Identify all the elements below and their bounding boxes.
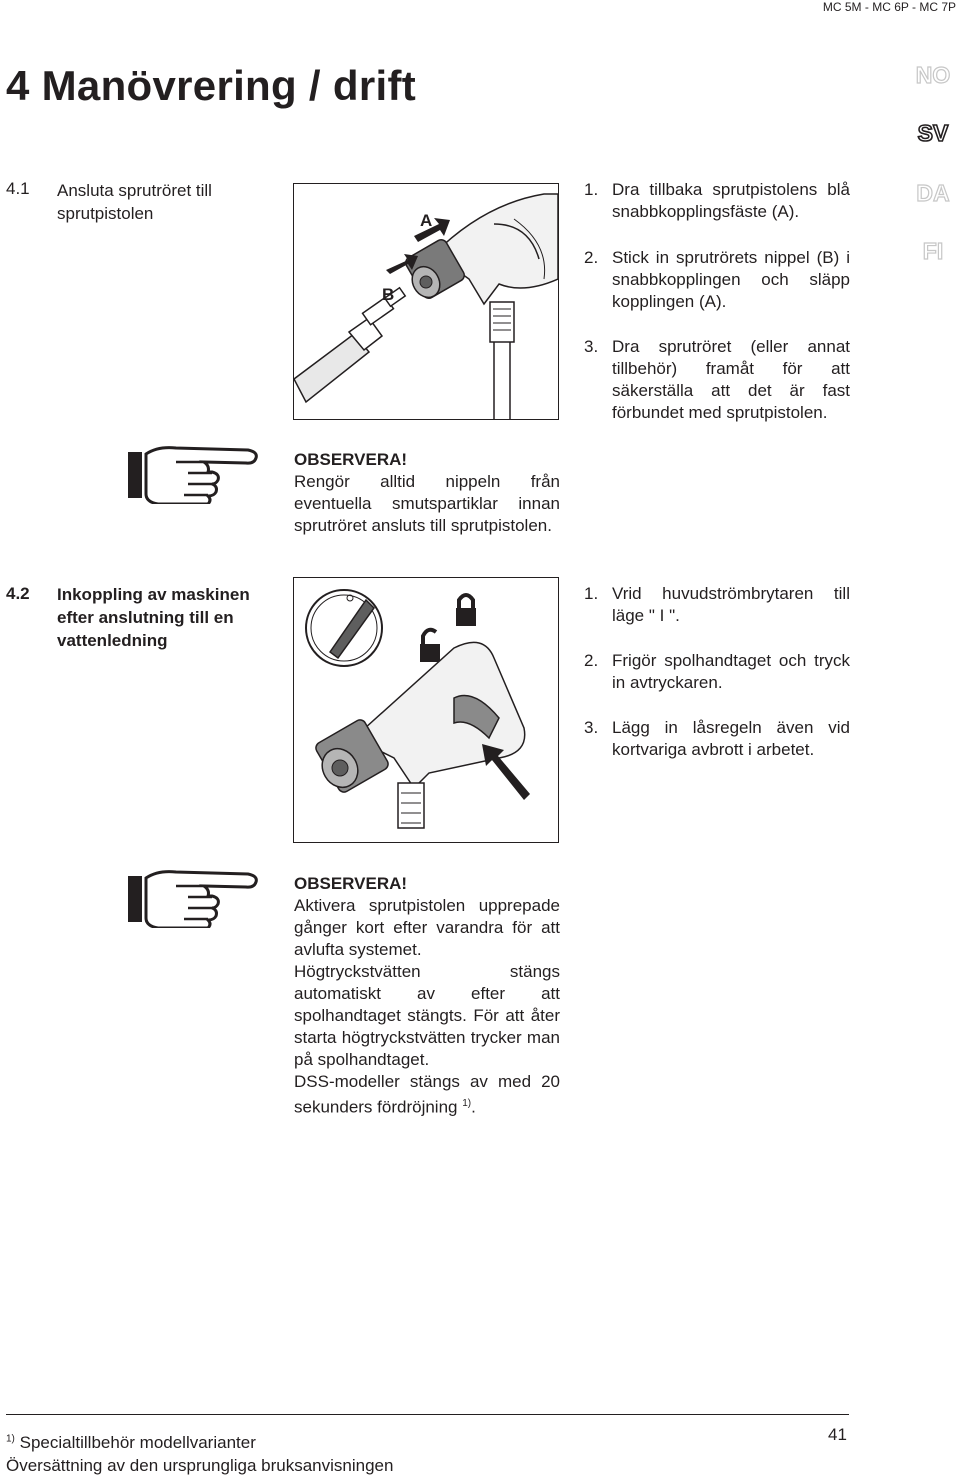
note-text: Rengör alltid nippeln från eventuella smutspartiklar innan sprutröret ansluts till sprutpistolen. xyxy=(294,472,560,535)
pointing-hand-icon xyxy=(128,866,260,928)
model-header: MC 5M - MC 6P - MC 7P xyxy=(822,0,956,14)
note-heading: OBSERVERA! xyxy=(294,450,408,469)
figure-label-a: A xyxy=(420,211,433,230)
footnote-marker: 1) xyxy=(6,1433,15,1445)
section-title-line: Ansluta sprutröret till xyxy=(57,181,212,200)
translation-note: Översättning av den ursprungliga bruksanvisningen xyxy=(6,1456,394,1475)
step-text: Dra sprutröret (eller annat tillbehör) framåt för att säkerställa att det är fast förbundet med sprutpistolen. xyxy=(612,337,850,422)
section-title-line: Inkoppling av maskinen xyxy=(57,585,250,604)
section-title-line: efter anslutning till en xyxy=(57,608,234,627)
step-number: 1. xyxy=(584,180,599,199)
step-number: 3. xyxy=(584,337,599,356)
section-title-line: sprutpistolen xyxy=(57,204,154,223)
language-tab-fi: FI xyxy=(922,238,944,264)
pointing-hand-icon xyxy=(128,442,260,504)
figure-label-b: B xyxy=(382,285,395,304)
step-text: Frigör spolhandtaget och tryck in avtryckaren. xyxy=(612,651,850,692)
note-text-end: . xyxy=(471,1097,476,1117)
language-tab-no: NO xyxy=(915,62,951,88)
step-text: Lägg in låsregeln även vid kortvariga avbrott i arbetet. xyxy=(612,718,850,759)
step-item xyxy=(584,336,850,424)
note-text: Högtryckstvätten stängs automatiskt av efter att spolhandtaget stängts. För att åter starta högtryckstvätten trycker man på spolhandtaget. xyxy=(294,962,560,1069)
footnote xyxy=(6,1433,256,1453)
step-item xyxy=(584,717,850,761)
chapter-title: 4 Manövrering / drift xyxy=(6,62,417,109)
page-number: 41 xyxy=(828,1425,847,1444)
gun-trigger-illustration xyxy=(294,578,558,842)
step-text: Stick in sprutrörets nippel (B) i snabbkopplingen och släpp kopplingen (A). xyxy=(612,248,850,311)
footnote-ref: 1) xyxy=(462,1098,472,1109)
footnote-text: Specialtillbehör modellvarianter xyxy=(19,1433,256,1452)
step-number: 3. xyxy=(584,718,599,737)
note-box xyxy=(294,873,560,1119)
step-item xyxy=(584,247,850,313)
step-number: 2. xyxy=(584,248,599,267)
step-number: 1. xyxy=(584,584,599,603)
section-number-4-1: 4.1 xyxy=(6,179,30,198)
section-title-4-1 xyxy=(57,179,212,225)
section-title-4-2 xyxy=(57,583,250,652)
section-title-line: vattenledning xyxy=(57,631,168,650)
language-tab-sv: SV xyxy=(917,120,949,146)
step-text: Vrid huvudströmbrytaren till läge " I ". xyxy=(612,584,850,625)
step-item xyxy=(584,583,850,627)
footer-divider xyxy=(6,1414,849,1415)
note-text-dss: DSS-modeller stängs av med 20 sekunders fördröjning xyxy=(294,1072,560,1117)
note-box xyxy=(294,449,560,537)
note-heading: OBSERVERA! xyxy=(294,874,408,893)
note-text: Aktivera sprutpistolen upprepade gånger kort efter varandra för att avlufta systemet. xyxy=(294,896,560,959)
step-item xyxy=(584,650,850,694)
step-text: Dra tillbaka sprutpistolens blå snabbkopplingsfäste (A). xyxy=(612,180,850,221)
figure-connect-lance xyxy=(293,183,559,420)
step-number: 2. xyxy=(584,651,599,670)
note-text xyxy=(294,1071,560,1119)
step-item xyxy=(584,179,850,223)
language-tab-da: DA xyxy=(916,180,950,206)
lance-gun-illustration xyxy=(294,184,558,419)
section-number-4-2: 4.2 xyxy=(6,584,30,603)
figure-trigger-lock xyxy=(293,577,559,843)
